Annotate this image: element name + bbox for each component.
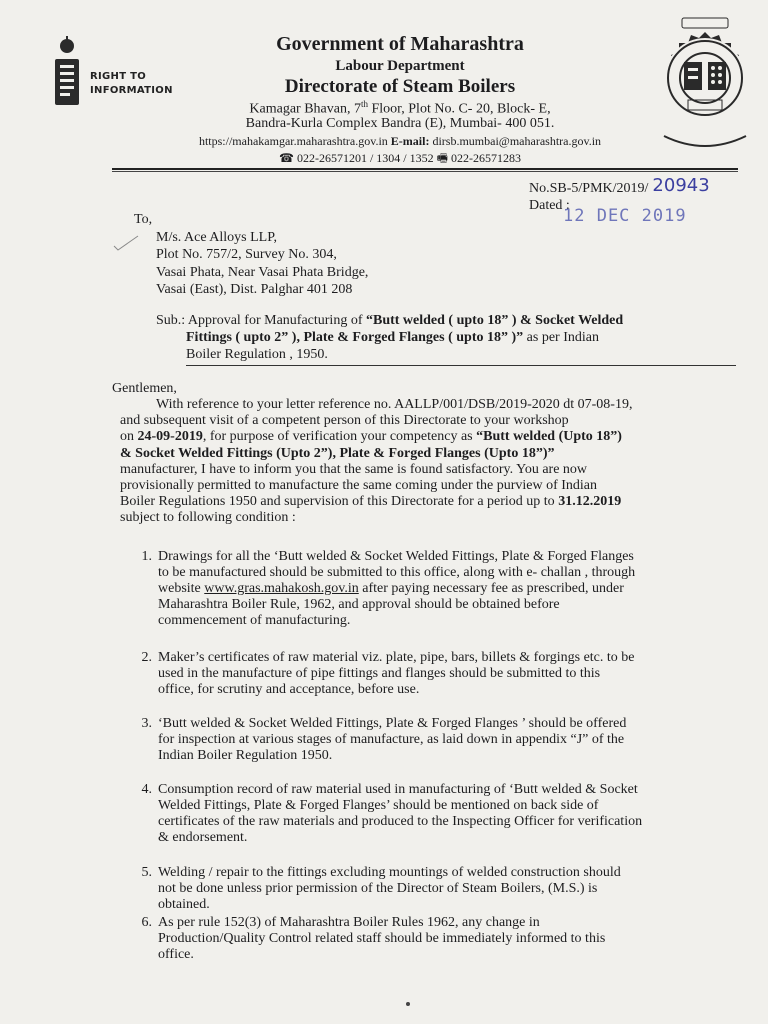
salutation: Gentlemen, bbox=[112, 381, 177, 396]
condition-item-4: 4. Consumption record of raw material used in manufacturing of ‘Butt welded & Socket Welded Fittings, Plate & Forged Flanges’ should be mentioned on back side of certificates of the raw materials and produced to the Inspecting Officer for verification & endorsement. bbox=[141, 782, 643, 845]
header-department: Labour Department bbox=[335, 58, 465, 74]
subject-underline bbox=[186, 365, 736, 366]
page-dot bbox=[406, 1002, 410, 1006]
rti-logo-icon bbox=[52, 35, 86, 109]
reference-number: No.SB-5/PMK/2019/ bbox=[529, 181, 649, 196]
header-address-line2: Bandra-Kurla Complex Bandra (E), Mumbai- 400 051. bbox=[245, 116, 555, 131]
fax-icon: 🖷 bbox=[436, 151, 448, 165]
header-contact-web: https://mahakamgar.maharashtra.gov.in E-mail: dirsb.mumbai@maharashtra.gov.in bbox=[198, 134, 602, 148]
condition-item-6: 6. As per rule 152(3) of Maharashtra Boiler Rules 1962, any change in Production/Quality Control related staff should be immediately informed to this office. bbox=[141, 915, 606, 962]
condition-item-5: 5. Welding / repair to the fittings excluding mountings of welded construction should not be done unless prior permission of the Director of Steam Boilers, (M.S.) is obtained. bbox=[141, 865, 621, 912]
header-contact-phone: ☎ 022-26571201 / 1304 / 1352 🖷 022-26571283 bbox=[279, 151, 521, 165]
header-divider bbox=[112, 168, 738, 170]
handwritten-number: 20943 bbox=[652, 175, 710, 196]
rti-label: RIGHT TO INFORMATION bbox=[90, 71, 173, 96]
header-government: Government of Maharashtra bbox=[276, 33, 524, 55]
header-directorate: Directorate of Steam Boilers bbox=[284, 76, 516, 97]
addressee-block: M/s. Ace Alloys LLP, Plot No. 757/2, Survey No. 304, Vasai Phata, Near Vasai Phata Bridge, Vasai (East), Dist. Palghar 401 208 bbox=[156, 230, 369, 297]
gras-website-link[interactable]: www.gras.mahakosh.gov.in bbox=[204, 581, 359, 596]
to-label: To, bbox=[134, 212, 153, 227]
date-stamp: 12 DEC 2019 bbox=[563, 206, 687, 226]
header-address-line1: Kamagar Bhavan, 7th Floor, Plot No. C- 20, Block- E, bbox=[249, 99, 551, 117]
header-divider-thin bbox=[112, 171, 738, 172]
condition-item-3: 3. ‘Butt welded & Socket Welded Fittings, Plate & Forged Flanges ’ should be offered for inspection at various stages of manufacture, as laid down in appendix “J” of the Indian Boiler Regulation 1950. bbox=[141, 716, 627, 763]
tick-mark-icon bbox=[112, 232, 140, 252]
website-link[interactable]: https://mahakamgar.maharashtra.gov.in bbox=[198, 134, 388, 148]
condition-item-1: 1. Drawings for all the ‘Butt welded & Socket Welded Fittings, Plate & Forged Flanges to be manufactured should be submitted to this office, along with e- challan , through website www.gras.mahakosh.gov.in after paying necessary fee as prescribed, under Maharashtra Boiler Rule, 1962, and approval should be obtained before commencement of manufacturing. bbox=[141, 549, 636, 628]
subject-block: Sub.: Approval for Manufacturing of “Butt welded ( upto 18” ) & Socket Welded Fittings ( upto 2” ), Plate & Forged Flanges ( upto 18” )” as per Indian Boiler Regulation , 1950. bbox=[156, 313, 624, 362]
condition-item-2: 2. Maker’s certificates of raw material viz. plate, pipe, bars, billets & forgings etc. to be used in the manufacture of pipe fittings and flanges should be submitted to this office, for scrutiny and acceptance, before use. bbox=[141, 650, 635, 697]
directorate-seal-icon bbox=[654, 14, 756, 158]
email-link[interactable]: dirsb.mumbai@maharashtra.gov.in bbox=[432, 134, 602, 148]
dated-label: Dated : bbox=[529, 198, 570, 213]
phone-icon: ☎ bbox=[279, 151, 294, 165]
body-paragraph: With reference to your letter reference no. AALLP/001/DSB/2019-2020 dt 07-08-19, and subsequent visit of a competent person of this Directorate to your workshop on 24-09-2019, for purpose of verification your competency as “Butt welded (Upto 18”) & Socket Welded Fittings (Upto 2”), Plate & Forged Flanges (Upto 18”)” manufacturer, I have to inform you that the same is found satisfactory. You are now provisionally permitted to manufacture the same coming under the purview of Indian Boiler Regulations 1950 and supervision of this Directorate for a period up to 31.12.2019 subject to following condition : bbox=[120, 397, 633, 526]
